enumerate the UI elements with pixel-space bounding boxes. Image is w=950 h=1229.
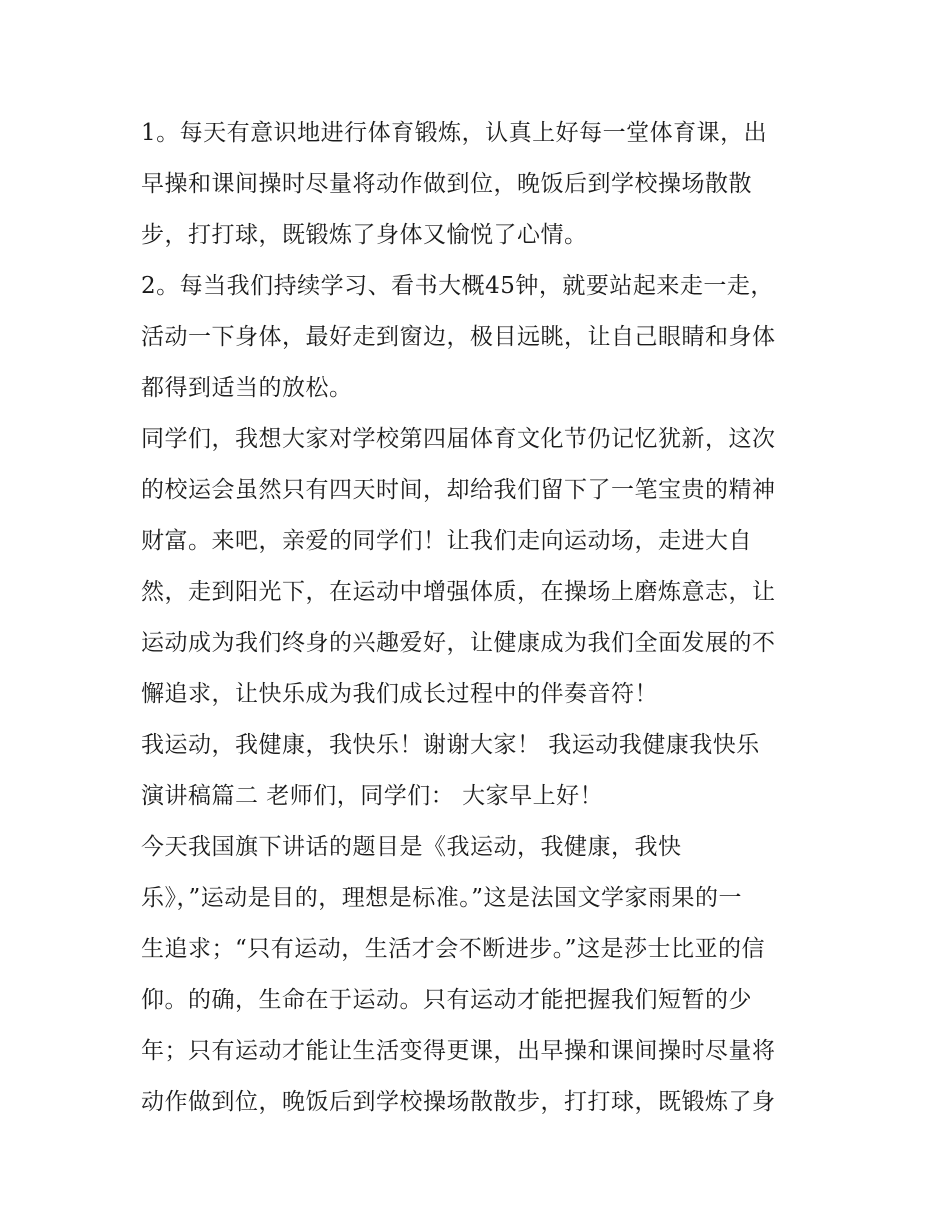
text-line: 早操和课间操时尽量将动作做到位，晚饭后到学校操场散散 — [141, 171, 752, 197]
text-line: 今天我国旗下讲话的题目是《我运动，我健康，我快 — [141, 834, 682, 860]
text-line: 运动成为我们终身的兴趣爱好，让健康成为我们全面发展的不 — [141, 630, 776, 656]
text-line: 懈追求，让快乐成为我们成长过程中的伴奏音符！ — [141, 681, 658, 707]
text-line: 步，打打球，既锻炼了身体又愉悦了心情。 — [141, 222, 588, 248]
text-line: 演讲稿篇二 老师们，同学们： 大家早上好！ — [141, 783, 604, 809]
text-line: 仰。的确，生命在于运动。只有运动才能把握我们短暂的少 — [141, 987, 752, 1013]
text-line: 1。每天有意识地进行体育锻炼，认真上好每一堂体育课，出 — [141, 120, 768, 146]
text-line: 年；只有运动才能让生活变得更课，出早操和课间操时尽量将 — [141, 1038, 776, 1064]
text-line: 的校运会虽然只有四天时间，却给我们留下了一笔宝贵的精神 — [141, 477, 776, 503]
text-line: 财富。来吧，亲爱的同学们！让我们走向运动场，走进大自 — [141, 528, 752, 554]
text-line: 乐》，”运动是目的，理想是标准。”这是法国文学家雨果的一 — [141, 885, 743, 911]
text-line: 我运动，我健康，我快乐！谢谢大家！ 我运动我健康我快乐 — [141, 732, 760, 758]
text-line: 然，走到阳光下，在运动中增强体质，在操场上磨炼意志，让 — [141, 579, 776, 605]
body-text — [141, 108, 821, 1128]
text-line: 2。每当我们持续学习、看书大概45钟，就要站起来走一走， — [141, 273, 774, 299]
text-line: 都得到适当的放松。 — [141, 375, 353, 401]
text-line: 活动一下身体，最好走到窗边，极目远眺，让自己眼睛和身体 — [141, 324, 776, 350]
text-line: 动作做到位，晚饭后到学校操场散散步，打打球，既锻炼了身 — [141, 1089, 776, 1115]
text-line: 同学们，我想大家对学校第四届体育文化节仍记忆犹新，这次 — [141, 426, 776, 452]
text-line: 生追求；“只有运动，生活才会不断进步。”这是莎士比亚的信 — [141, 936, 766, 962]
